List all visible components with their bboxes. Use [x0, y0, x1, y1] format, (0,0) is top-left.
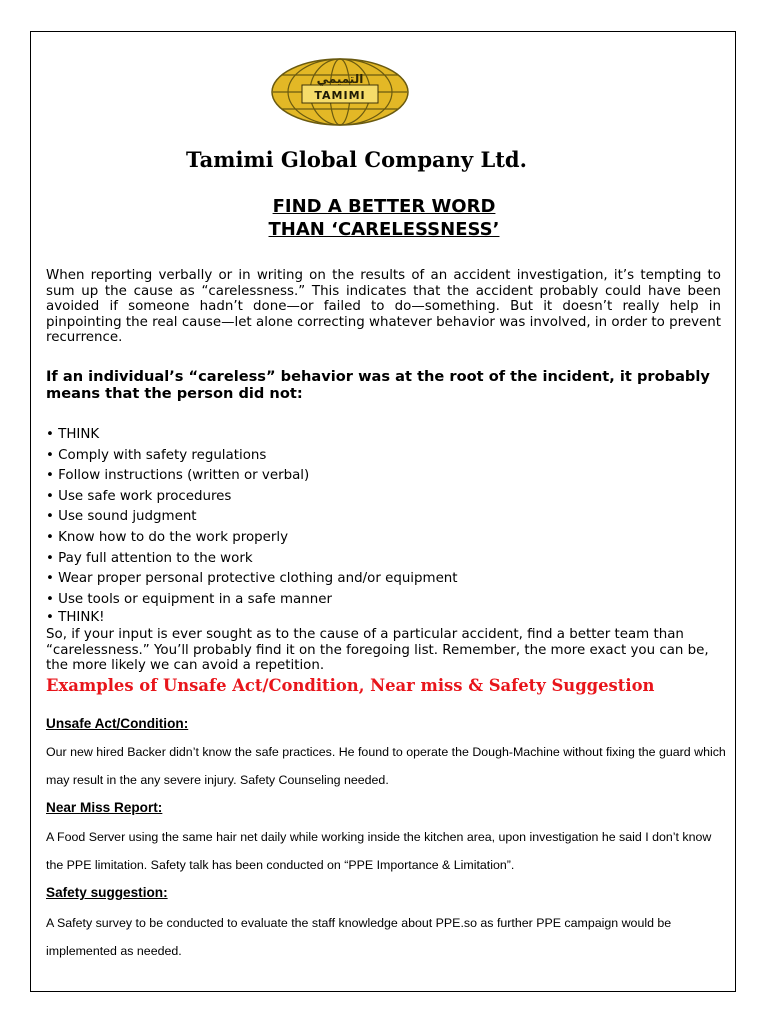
cause-list-item: • Use tools or equipment in a safe manner: [46, 591, 332, 607]
near-miss-label: Near Miss Report:: [46, 800, 163, 815]
cause-list-item: • Comply with safety regulations: [46, 447, 267, 463]
cause-list-item: • Use sound judgment: [46, 509, 197, 525]
cause-list-item: • Wear proper personal protective clothing and/or equipment: [46, 571, 458, 587]
near-miss-text: A Food Server using the same hair net daily while working inside the kitchen area, upon investigation he said I don’t know the PPE limitation. Safety talk has been conducted on “PPE Importance & Limitation”.: [46, 830, 712, 872]
unsafe-act-text: Our new hired Backer didn’t know the safe practices. He found to operate the Dough-Machine without fixing the guard which may result in the any severe injury. Safety Counseling needed.: [46, 745, 726, 787]
cause-list-item: • Follow instructions (written or verbal): [46, 468, 310, 484]
cause-list-item: • Know how to do the work properly: [46, 529, 289, 545]
unsafe-act-label: Unsafe Act/Condition:: [46, 716, 189, 731]
cause-list-item: • Use safe work procedures: [46, 488, 232, 504]
cause-list: [46, 426, 721, 625]
examples-heading: Examples of Unsafe Act/Condition, Near miss & Safety Suggestion: [46, 676, 655, 695]
company-name: Tamimi Global Company Ltd.: [186, 147, 527, 172]
cause-list-item: • Pay full attention to the work: [46, 550, 253, 566]
document-title-line-1: FIND A BETTER WORD: [272, 196, 496, 217]
safety-suggestion-text: A Safety survey to be conducted to evaluate the staff knowledge about PPE.so as further PPE campaign would be implemented as needed.: [46, 916, 672, 958]
lead-statement: If an individual’s “careless” behavior was at the root of the incident, it probably means that the person did not:: [46, 368, 710, 402]
intro-paragraph: When reporting verbally or in writing on the results of an accident investigation, it’s tempting to sum up the cause as “carelessness.” This indicates that the accident probably could have been avoided if someone hadn’t done—or failed to do—something. But it doesn’t really help in pinpointing the real cause—let alone correcting whatever behavior was involved, in order to prevent recurrence.: [46, 268, 721, 345]
document-title-line-2: THAN ‘CARELESSNESS’: [268, 219, 500, 240]
safety-suggestion-label: Safety suggestion:: [46, 885, 168, 900]
closing-paragraph: So, if your input is ever sought as to the cause of a particular accident, find a better team than “carelessness.” You’ll probably find it on the foregoing list. Remember, the more exact you can be, the more likely we can avoid a repetition.: [46, 627, 709, 673]
logo-wordmark: TAMIMI: [314, 89, 366, 102]
cause-list-item: • THINK: [46, 427, 100, 442]
logo-arabic-text: التميمي: [316, 72, 364, 86]
company-logo: [270, 57, 410, 127]
cause-list-item: • THINK!: [46, 610, 105, 626]
